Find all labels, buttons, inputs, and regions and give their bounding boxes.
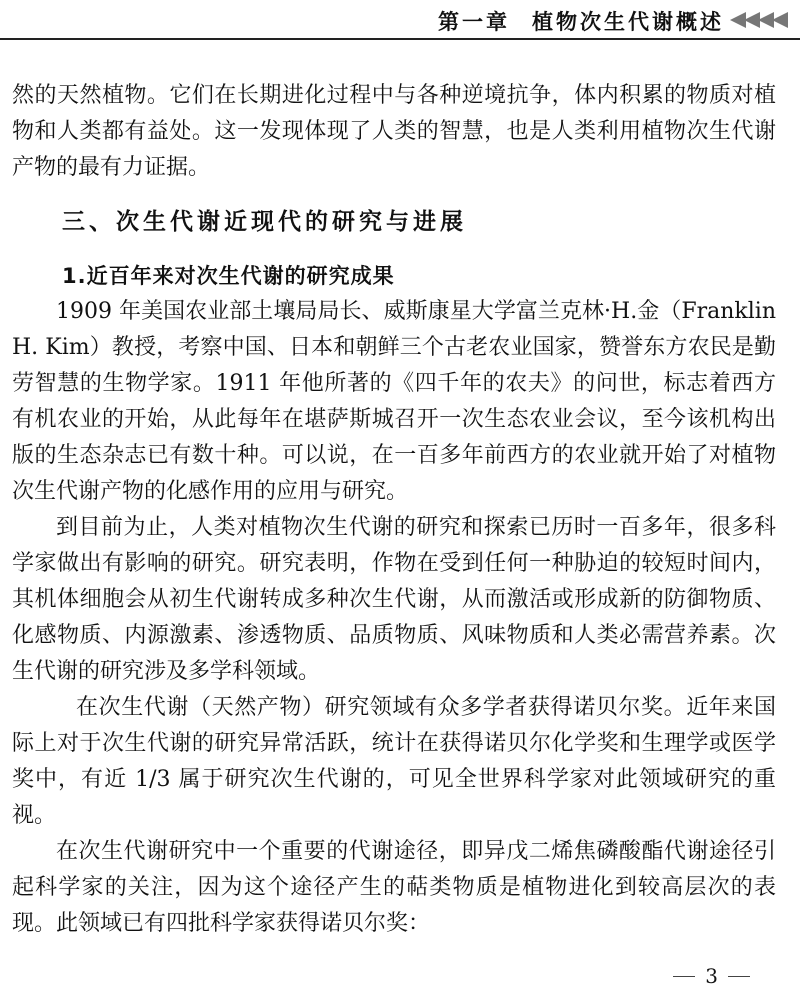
- sub-heading: 1.近百年来对次生代谢的研究成果: [62, 264, 395, 288]
- header-chapter-title: 植物次生代谢概述: [532, 9, 724, 34]
- paragraph-1: 1909 年美国农业部土壤局局长、威斯康星大学富兰克林·H.金（Franklin H. Kim）教授，考察中国、日本和朝鲜三个古老农业国家，赞誉东方农民是勤劳智慧的生物学家。1911 年他所著的《四千年的农夫》的问世，标志着西方有机农业的开始，从此每年在堪萨斯城召开一次生态农业会议，至今该机构出版的生态杂志已有数十种。可以说，在一百多年前西方的农业就开始了对植物次生代谢产物的化感作用的应用与研究。: [12, 299, 776, 504]
- header-arrows-icon: [730, 10, 792, 30]
- footer-dash-left: [673, 976, 695, 977]
- page-body: [12, 78, 776, 942]
- header-title: [438, 6, 724, 36]
- paragraph-4: 在次生代谢研究中一个重要的代谢途径，即异戊二烯焦磷酸酯代谢途径引起科学家的关注，因为这个途径产生的萜类物质是植物进化到较高层次的表现。此领域已有四批科学家获得诺贝尔奖：: [12, 839, 776, 936]
- section-heading: 三、次生代谢近现代的研究与进展: [62, 209, 467, 235]
- header-chapter: 第一章: [438, 9, 510, 34]
- paragraph-3: 在次生代谢（天然产物）研究领域有众多学者获得诺贝尔奖。近年来国际上对于次生代谢的研究异常活跃，统计在获得诺贝尔化学奖和生理学或医学奖中，有近 1/3 属于研究次生代谢的，可见全世界科学家对此领域研究的重视。: [12, 695, 776, 828]
- header-rule: [0, 38, 800, 40]
- page-footer: [663, 964, 760, 988]
- running-header: [0, 0, 800, 44]
- footer-dash-right: [728, 976, 750, 977]
- paragraph-2: 到目前为止，人类对植物次生代谢的研究和探索已历时一百多年，很多科学家做出有影响的研究。研究表明，作物在受到任何一种胁迫的较短时间内，其机体细胞会从初生代谢转成多种次生代谢，从而激活或形成新的防御物质、化感物质、内源激素、渗透物质、品质物质、风味物质和人类必需营养素。次生代谢的研究涉及多学科领域。: [12, 515, 776, 684]
- paragraph-continued: 然的天然植物。它们在长期进化过程中与各种逆境抗争，体内积累的物质对植物和人类都有益处。这一发现体现了人类的智慧，也是人类利用植物次生代谢产物的最有力证据。: [12, 83, 776, 180]
- page-number: 3: [705, 964, 718, 988]
